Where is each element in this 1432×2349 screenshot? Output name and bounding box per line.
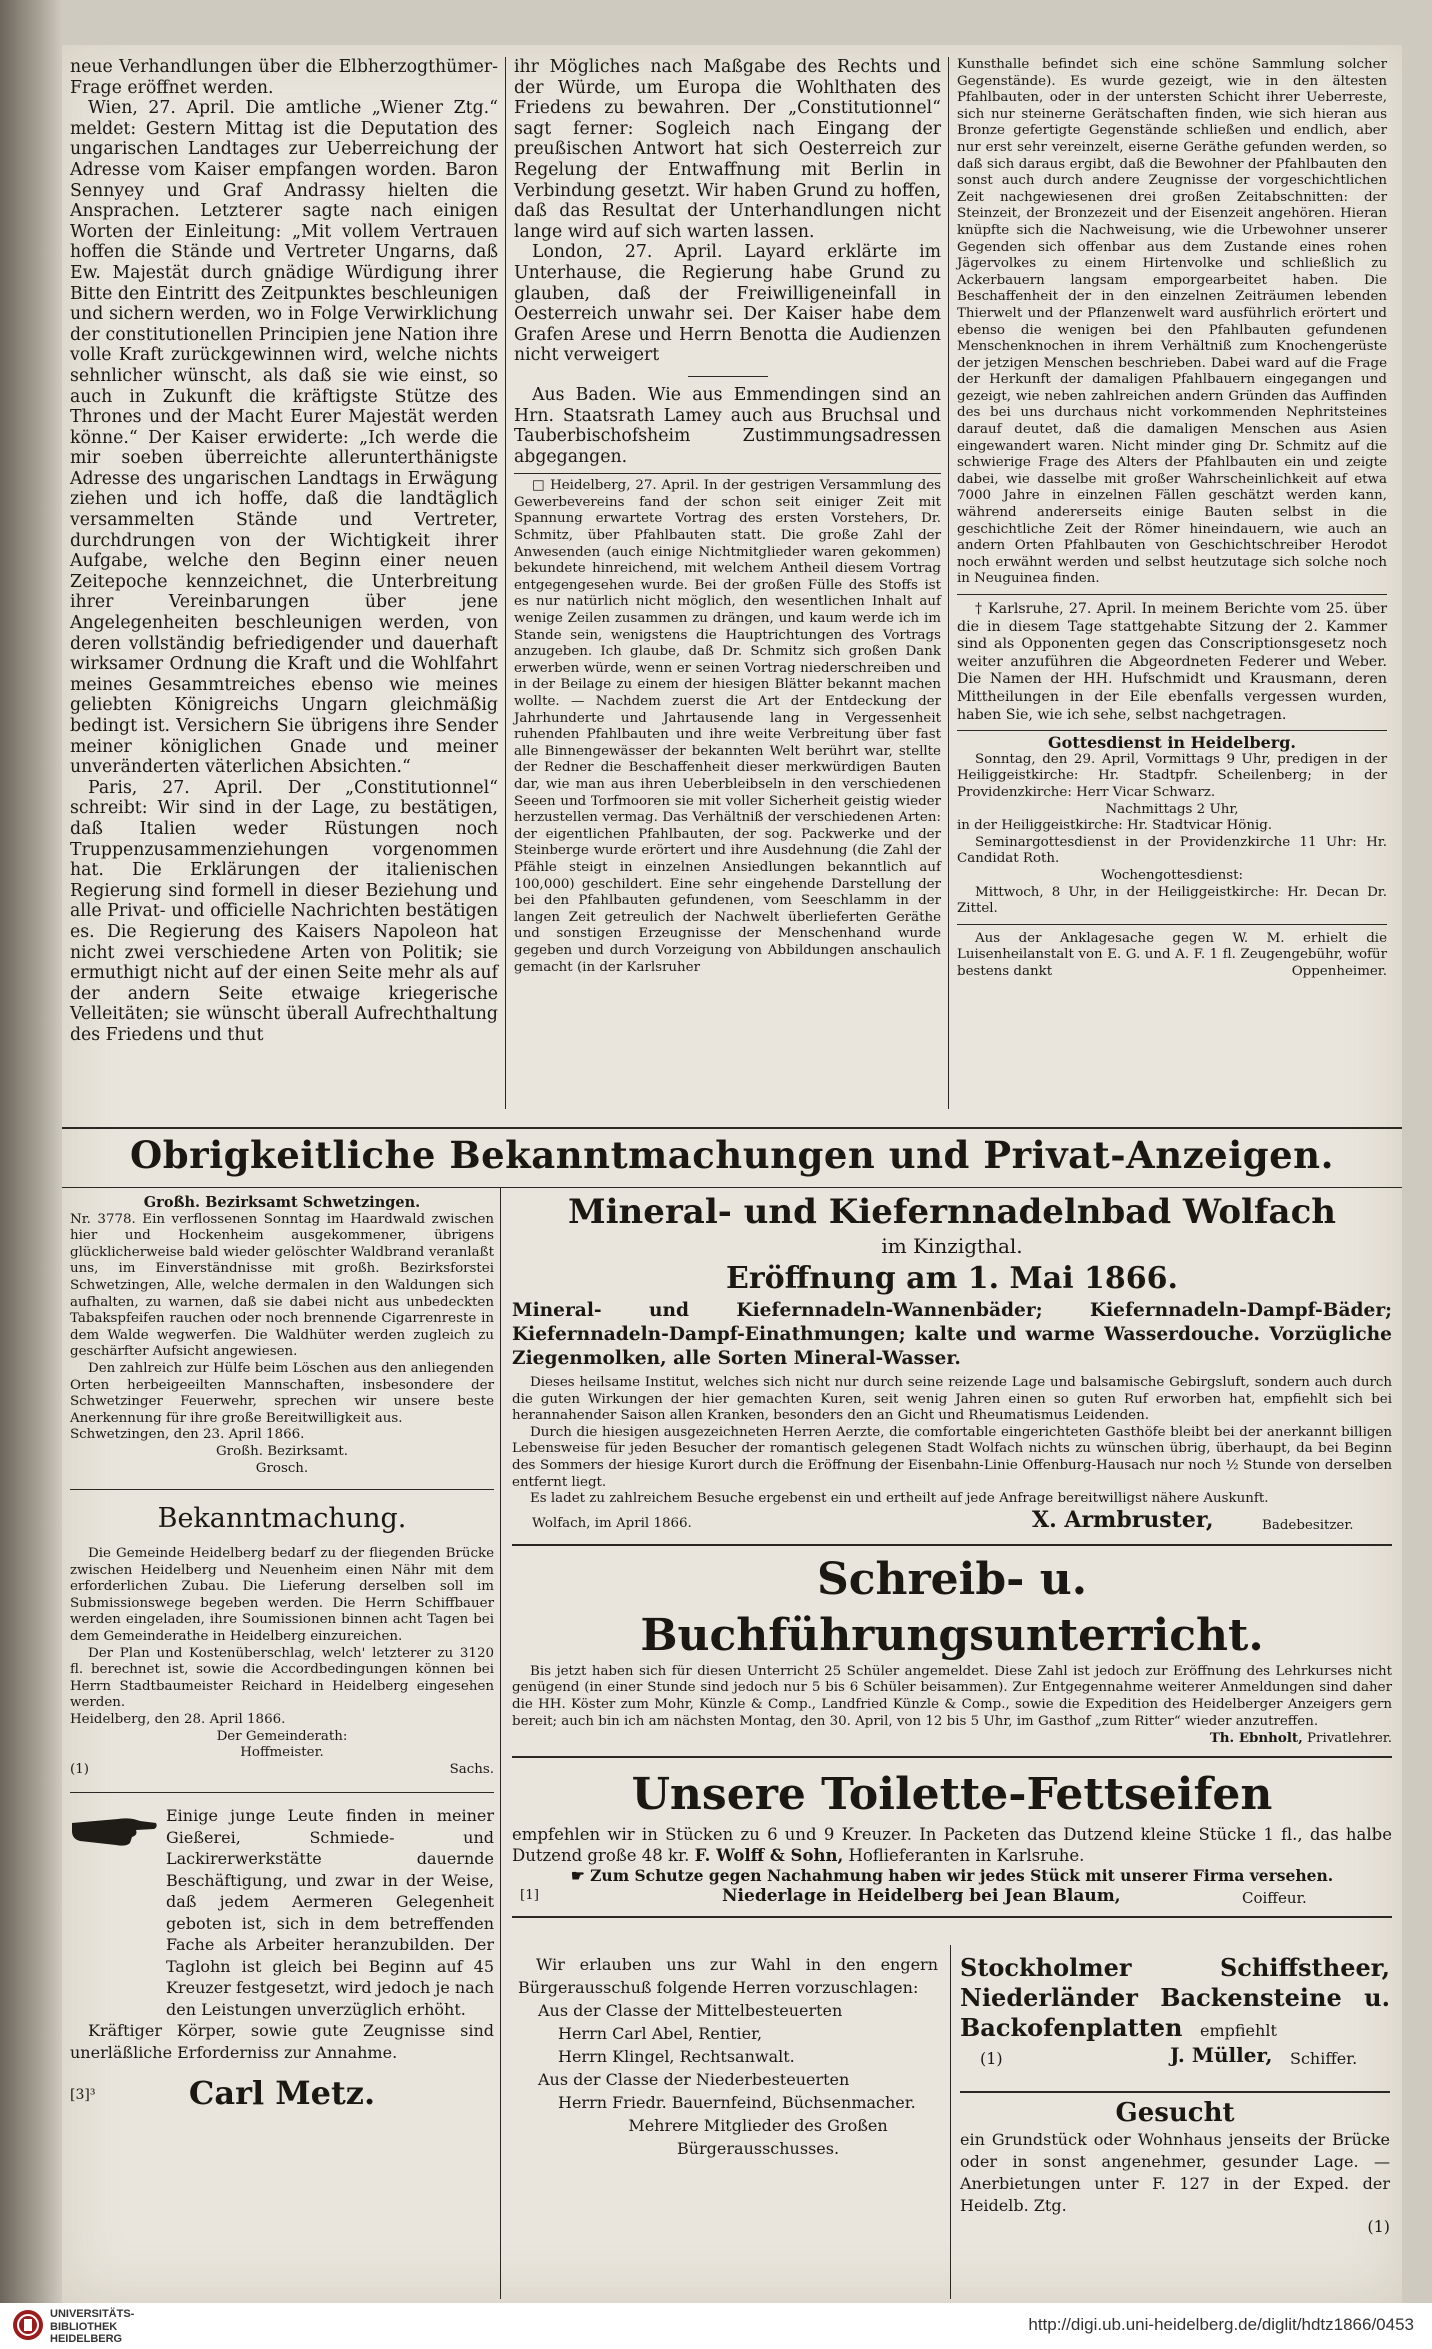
ad-text: Niederlage in Heidelberg bei Jean Blaum, <box>722 1885 1121 1906</box>
ad-signature: X. Armbruster, <box>1032 1506 1214 1533</box>
divider <box>512 1756 1392 1758</box>
ad-text: Die Gemeinde Heidelberg bedarf zu der fliegenden Brücke zwischen Heidelberg und Neuenheim einen Nähr mit dem erforderlichen Zubau. Die Lieferung derselben soll im Submissionswege begeben werden. Die Herrn Schiffbauer werden eingeladen, ihre Soumissionen binnen acht Tagen bei dem Gemeinderathe in Heidelberg einzureichen. <box>70 1546 494 1645</box>
paragraph-baden: Aus Baden. Wie aus Emmendingen sind an Hrn. Staatsrath Lamey auch aus Bruchsal und Tauberbischofsheim Zustimmungsadressen abgegangen. <box>514 384 941 467</box>
ad-firm: F. Wolff & Sohn, <box>694 1845 844 1865</box>
ad-text: Wir erlauben uns zur Wahl in den engern Bürgerausschuß folgende Herren vorzuschlagen: <box>518 1955 938 1997</box>
ad-text: Bis jetzt haben sich für diesen Unterricht 25 Schüler angemeldet. Diese Zahl ist jedoch zur Eröffnung des Lehrkurses nicht genügend (in einer Stunde sind jedoch nur 5 bis 6 Schüler beisammen). Zur Entgegennahme weiterer Anmeldungen sind daher die HH. Köster zum Mohr, Künzle & Comp., Landfried Künzle & Comp., sowie die Expedition des Heidelberger Anzeigers gern bereit; auch bin ich am nächsten Montag, den 30. April, von 12 bis 5 Uhr, im Gasthof „zum Ritter“ wieder anzutreffen. <box>512 1663 1392 1729</box>
ad-warning: ☛ Zum Schutze gegen Nachahmung haben wir jedes Stück mit unserer Firma versehen. <box>570 1865 1334 1885</box>
ad-number: (1) <box>980 2049 1003 2068</box>
paragraph: Kunsthalle befindet sich eine schöne Sammlung solcher Gegenstände). Es wurde gezeigt, wie in den ältesten Pfahlbauten, oder in der untersten Schicht ihrer Ueberreste, sich nur steinerne Gerätschaften finden, wie sich hieran aus Bronze gefertigte Gegenstände schließen und endlich, aber nur erst sehr vereinzelt, eiserne Geräthe gefunden werden, so daß sich daraus ergibt, daß die Bewohner der Pfahlbauten den sonst auch durch andere Zeugnisse der vorgeschichtlichen Zeit nachgewiesenen drei großen Zeitabschnitten: der Steinzeit, der Bronzezeit und der Eisenzeit angehören. Hieran knüpfte sich die Nachweisung, wie die Urbewohner unserer Gegenden sich offenbar aus dem Zustande eines rohen Jägervolkes zu einem Hirtenvolke und schließlich zu Ackerbauern langsam emporgearbeitet haben. Die Beschaffenheit der in den einzelnen Zeiträumen lebenden Thierwelt und der Pflanzenwelt ward ausführlich erörtert und ebenso die wenigen bei den Pfahlbauten gefundenen Menschenknochen in ihrem Verhältniß zum Knochengerüste der jetzigen Menschen beschrieben. Dabei ward auf die Frage der Herkunft der damaligen Pfahlbauern eingegangen und gezeigt, wie neben zahlreichen andern Gründen das Auffinden des bei uns durchaus nicht vorkommenden Nephritsteines darauf deutet, daß die damaligen Menschen aus Asien eingewandert waren. Nicht minder ging Dr. Schmitz auf die schwierige Frage des Alters der Pfahlbauten ein und zeigte dabei, wie dasselbe mit großer Wahrscheinlichkeit auf etwa 7000 Jahre in einzelnen Fällen geschätzt werden kann, während andererseits einige Bauten selbst in die geschichtliche Zeit der Römer hineindauern, wie auch an andern Orten Pfahlbauten von Geschichtschreiber Herodot noch erwähnt werden und selbst heutzutage sich solche noch in Neuguinea finden. <box>957 57 1387 587</box>
paragraph-london: London, 27. April. Layard erklärte im Unterhause, die Regierung habe Grund zu glauben, daß der Freiwilligeneinfall in Oesterreich unwahr sei. Der Kaiser habe dem Grafen Arese und Herrn Benotta die Audienzen nicht verweigert <box>514 242 941 366</box>
ad-text: Herrn Klingel, Rechtsanwalt. <box>558 2047 795 2066</box>
footer-bar <box>0 2303 1432 2349</box>
gottesdienst-text: Seminargottesdienst in der Providenzkirche 11 Uhr: Hr. Candidat Roth. <box>957 834 1387 867</box>
ad-text: Großh. Bezirksamt. <box>215 1443 349 1459</box>
ad-text: Aus der Classe der Niederbesteuerten <box>538 2070 850 2089</box>
ad-text: Mineral- und Kiefernnadeln-Wannenbäder; Kiefernnadeln-Dampf-Bäder; Kiefernnadeln-Dampf-Einathmungen; kalte und warme Wasserdouche. Vorzügliche Ziegenmolken, alle Sorten Mineral-Wasser. <box>512 1300 1392 1369</box>
ad-text: Der Plan und Kostenüberschlag, welch' letzterer zu 3120 fl. berechnet ist, sowie die Accordbedingungen können bei Herrn Stadtbaumeister Reichard in Heidelberg eingesehen werden. <box>70 1645 494 1711</box>
ad-signature-line <box>512 1730 1392 1748</box>
column-rule <box>505 57 506 1109</box>
ad-text: Es ladet zu zahlreichem Besuche ergebenst ein und ertheilt auf jede Anfrage bereitwilligst nähere Auskunft. <box>530 1491 1269 1507</box>
ad-text: Grosch. <box>255 1460 309 1476</box>
buergerausschuss-ad <box>518 1953 938 2160</box>
paragraph: ihr Mögliches nach Maßgabe des Rechts und der Würde, um Europa die Wohlthaten des Friedens zu bewahren. Der „Constitutionnel“ sagt ferner: Sogleich nach Eingang der preußischen Antwort hat sich Oesterreich zur Regelung der Entwaffnung mit Berlin in Verbindung gesetzt. Wir haben Grund zu hoffen, daß das Resultat der Unterhandlungen nicht lange wird auf sich warten lassen. <box>514 57 941 242</box>
dank-notice <box>957 931 1387 981</box>
column-1 <box>70 57 498 1046</box>
logo-line: BIBLIOTHEK <box>50 2320 118 2333</box>
ad-text: Dieses heilsame Institut, welches sich nicht nur durch seine reizende Lage und balsamische Gebirgsluft, sondern auch durch die guten Wirkungen der hier gemachten Kuren, seit wenig Jahren einen so guten Ruf erworben hat, empfiehlt sich bei herannahender Saison allen Kranken, besonders den an Gicht und Rheumatismus Leidenden. <box>512 1375 1392 1424</box>
ad-title: Stockholmer Schiffstheer, Niederländer Backensteine u. Backofenplatten <box>960 1953 1390 2042</box>
logo-line: HEIDELBERG <box>50 2333 123 2345</box>
divider <box>514 473 941 474</box>
dank-signature: Oppenheimer. <box>1291 963 1387 979</box>
ad-date: Wolfach, im April 1866. <box>532 1515 692 1531</box>
ad-title: Gesucht <box>1115 2098 1235 2128</box>
divider <box>957 730 1387 731</box>
ad-text: Heidelberg, den 28. April 1866. <box>70 1712 286 1728</box>
newspaper-page <box>62 45 1402 2303</box>
ad-heading: Großh. Bezirksamt Schwetzingen. <box>143 1194 421 1211</box>
logo-line: UNIVERSITÄTS- <box>50 2308 135 2320</box>
ad-text: Schwetzingen, den 23. April 1866. <box>70 1427 305 1443</box>
left-ads-column <box>70 1195 494 2119</box>
paragraph-paris: Paris, 27. April. Der „Constitutionnel“ schreibt: Wir sind in der Lage, zu bestätigen, daß Italien weder Rüstungen noch Truppenzusammenziehungen vorgenommen hat. Die Erklärungen der italienischen Regierung sind formell in dieser Beziehung und alle Privat- und officielle Nachrichten bestätigen es. Die Regierung des Kaisers Napoleon hat nicht zwei verschiedene Arten von Politik; sie ermuthigt nicht auf der einen Seite mehr als auf der andern Seite etwaige kriegerische Velleitäten; sie wünscht überall Aufrechthaltung des Friedens und thut <box>70 777 498 1045</box>
stockholmer-ad <box>960 1953 1390 2238</box>
library-logo-text <box>50 2308 134 2346</box>
gottesdienst-text: Mittwoch, 8 Uhr, in der Heiliggeistkirche: Hr. Decan Dr. Zittel. <box>957 884 1387 917</box>
ad-text: Den zahlreich zur Hülfe beim Löschen aus den anliegenden Orten herbeigeeilten Mannschaften, insbesondere der Schwetzinger Feuerwehr, sprechen wir unsere beste Anerkennung für ihre große Bereitwilligkeit aus. <box>70 1360 494 1426</box>
ad-signature: Carl Metz. <box>188 2074 376 2113</box>
ad-headline: Eröffnung am 1. Mai 1866. <box>726 1261 1178 1296</box>
divider <box>957 594 1387 595</box>
divider <box>70 1489 494 1490</box>
divider <box>957 924 1387 925</box>
ad-title-wolfach: Mineral- und Kiefernnadelnbad Wolfach <box>567 1192 1337 1232</box>
gottesdienst-text: Wochengottesdienst: <box>1101 867 1243 883</box>
divider <box>62 1187 1402 1188</box>
section-headline: Obrigkeitliche Bekanntmachungen und Privat-Anzeigen. <box>130 1133 1334 1177</box>
divider <box>512 1916 1392 1918</box>
ad-text: Coiffeur. <box>1242 1888 1307 1907</box>
ad-text: Hoflieferanten in Karlsruhe. <box>848 1845 1085 1865</box>
scan-margin <box>0 0 62 2349</box>
gottesdienst-title: Gottesdienst in Heidelberg. <box>1047 733 1296 753</box>
column-3 <box>957 57 1387 980</box>
ad-text: Aus der Classe der Mittelbesteuerten <box>538 2001 843 2020</box>
gottesdienst-text: in der Heiliggeistkirche: Hr. Stadtvicar Hönig. <box>957 818 1273 834</box>
dank-text: Aus der Anklagesache gegen W. M. erhielt die Luisenheilanstalt von E. G. und A. F. 1 fl. Zeugengebühr, wofür bestens dankt <box>957 930 1387 979</box>
university-seal-icon <box>12 2309 44 2341</box>
ad-role: Schiffer. <box>1290 2049 1358 2068</box>
ad-role: Badebesitzer. <box>1262 1517 1354 1533</box>
divider <box>62 1127 1402 1129</box>
ad-heading: Bekanntmachung. <box>157 1503 407 1535</box>
paragraph: neue Verhandlungen über die Elbherzogthümer-Frage eröffnet werden. <box>70 57 498 98</box>
ad-number: [1] <box>520 1887 539 1903</box>
ad-text: Einige junge Leute finden in meiner Gießerei, Schmiede- und Lackirerwerkstätte dauernde Beschäftigung, und zwar in der Weise, daß jedem Aermeren Gelegenheit geboten ist, sich in dem betreffenden Fache als Arbeiter heranzubilden. Der Taglohn ist gleich bei Beginn auf 45 Kreuzer festgesetzt, wird jedoch je nach den Leistungen unverzüglich erhöht. <box>166 1806 494 2019</box>
ad-text: empfehlen wir in Stücken zu 6 und 9 Kreuzer. In Packeten das Dutzend kleine Stücke 1 fl., das halbe Dutzend große 48 kr. <box>512 1824 1392 1865</box>
ad-subtitle: im Kinzigthal. <box>881 1234 1023 1258</box>
ad-title-seifen: Unsere Toilette-Fettseifen <box>631 1768 1273 1820</box>
ad-text: Der Gemeinderath: <box>216 1728 348 1744</box>
ad-title-schreib: Schreib- u. Buchführungsunterricht. <box>640 1553 1264 1661</box>
divider <box>512 1544 1392 1546</box>
ad-text: Durch die hiesigen ausgezeichneten Herren Aerzte, die comfortable eingerichteten Gasthöfe bleibt bei der anerkannt billigen Lebensweise für jeden Besucher der romantisch gelegenen Stadt Wolfach nichts zu wünschen übrig, überhaupt, da bei Beginn des Sommers der hiesige Kurort durch die Eröffnung der Eisenbahn-Linie Offenburg-Hausach nur noch ½ Stunde von derselben entfernt liegt. <box>512 1424 1392 1490</box>
gottesdienst-text: Nachmittags 2 Uhr, <box>1105 801 1239 817</box>
ad-text: Nr. 3778. Ein verflossenen Sonntag im Haardwald zwischen hier und Hockenheim ausgekommener, übrigens glücklicherweise bald wieder gelöschter Waldbrand veranlaßt uns, im Einverständnisse mit großh. Bezirksforstei Schwetzingen, Alle, welche dermalen in den Waldungen sich aufhalten, zu warnen, daß sie dabei nicht aus unbedeckten Tabakspfeifen rauchen oder noch brennende Cigarrenreste in dem Walde wegwerfen. Die Waldhüter werden zugleich zu geschärfter Aufsicht angewiesen. <box>70 1211 494 1360</box>
pointing-hand-icon <box>70 1809 158 1849</box>
paragraph-karlsruhe: † Karlsruhe, 27. April. In meinem Berichte vom 25. über die in diesem Tage stattgehabte Sitzung der 2. Kammer sind als Opponenten gegen das Conscriptionsgesetz noch weiter anzuführen die Abgeordneten Federer und Weber. Die Namen der HH. Hufschmidt und Krausmann, deren Mittheilungen in der Eile ebenfalls vergessen wurden, haben Sie, wie ich sehe, selbst nachgetragen. <box>957 601 1387 723</box>
ad-number: (1) <box>1367 2217 1390 2236</box>
ad-number: (1) <box>70 1761 89 1777</box>
divider <box>70 1792 494 1793</box>
ad-number: [3]³ <box>70 2087 96 2104</box>
gottesdienst-text: Sonntag, den 29. April, Vormittags 9 Uhr, predigen in der Heiliggeistkirche: Hr. Stadtpfr. Scheilenberg; in der Providenzkirche: Herr Vicar Schwarz. <box>957 751 1387 800</box>
paragraph-heidelberg: □ Heidelberg, 27. April. In der gestrigen Versammlung des Gewerbevereins fand der schon seit einiger Zeit mit Spannung erwartete Vortrag des ersten Vorstehers, Dr. Schmitz, über Pfahlbauten statt. Die große Zahl der Anwesenden (auch einige Nichtmitglieder waren gekommen) bekundete hinreichend, mit welchem Antheil diesem Vortrag entgegengesehen wurde. Bei der großen Fülle des Stoffs ist es nur natürlich nicht möglich, den wesentlichen Inhalt auf wenige Zeilen zusammen zu drängen, und kaum werde ich im Stande sein, wenigstens die Hauptrichtungen des Vortrags anzugeben. Ich glaube, daß Dr. Schmitz sich großen Dank erwerben würde, wenn er seinen Vortrag niederschreiben und in der Beilage zu einem der hiesigen Blätter bekannt machen wollte. — Nachdem zuerst die Art der Entdeckung der Jahrhunderte und Jahrtausende lang in Vergessenheit ruhenden Pfahlbauten und ihre weite Verbreitung über fast alle Binnengewässer der bekannten Welt berührt war, stellte der Redner die Beschaffenheit dieser merkwürdigen Bauten dar, wie man aus ihren Ueberbleibseln in den verschiedenen Seeen und Torfmooren sie mit voller Sicherheit geistig wieder herzustellen vermag. Das Verhältniß der verschiedenen Arten: der eigentlichen Pfahlbauten, der sog. Packwerke und der Steinberge wurde erörtert und ihre Ausdehnung (die Zahl der Pfähle steigt in einzelnen Ansiedlungen bekanntlich auf 100,000) geschildert. Eine sehr eingehende Darstellung der bei den Pfahlbauten gefundenen, vom Seeschlamm in der langen Zeit getreulich der Nachwelt überlieferten Geräthe und sonstigen Erzeugnisse der Menschenhand wurde gegeben und durch Vorzeigung von Abbildungen anschaulich gemacht (in der Karlsruher <box>514 478 941 975</box>
ad-text: Herrn Carl Abel, Rentier, <box>558 2024 763 2043</box>
divider <box>688 376 768 377</box>
ad-signature: Mehrere Mitglieder des Großen Bürgerausschusses. <box>628 2116 888 2158</box>
ad-text <box>512 1824 1392 1866</box>
ad-text <box>70 1762 494 1779</box>
ad-signature: J. Müller, <box>1170 2043 1273 2067</box>
right-ads-column <box>512 1191 1392 1918</box>
ad-text: Kräftiger Körper, sowie gute Zeugnisse sind unerläßliche Erforderniss zur Annahme. <box>70 2021 494 2062</box>
ad-text: Herrn Friedr. Bauernfeind, Büchsenmacher. <box>558 2093 916 2112</box>
ad-signature: Th. Ebnholt, <box>1209 1730 1303 1747</box>
divider <box>960 2091 1390 2093</box>
column-rule <box>500 1187 501 2299</box>
ad-role: Privatlehrer. <box>1307 1731 1392 1747</box>
ad-text: Hoffmeister. <box>240 1745 324 1761</box>
source-url-link[interactable]: http://digi.ub.uni-heidelberg.de/diglit/hdtz1866/0453 <box>1028 2315 1414 2334</box>
ad-text: Sachs. <box>449 1761 494 1777</box>
column-rule <box>950 1945 951 2299</box>
column-2 <box>514 57 941 976</box>
column-rule <box>948 57 949 1109</box>
ad-text: ein Grundstück oder Wohnhaus jenseits der Brücke oder in sonst angenehmer, gesunder Lage. — Anerbietungen unter F. 127 in der Exped. der Heidelb. Ztg. <box>960 2130 1390 2215</box>
ad-text: empfiehlt <box>1200 2021 1277 2040</box>
paragraph-wien: Wien, 27. April. Die amtliche „Wiener Ztg.“ meldet: Gestern Mittag ist die Deputation des ungarischen Landtages zur Ueberreichung der Adresse vom Kaiser empfangen worden. Baron Sennyey und Graf Andrassy hielten die Ansprachen. Letzterer sagte nach einigen Worten der Einleitung: „Mit vollem Vertrauen hoffen die Stände und Vertreter Ungarns, daß Ew. Majestät durch gnädige Würdigung ihrer Bitte den Eintritt des Zeitpunktes beschleunigen und sichern werden, wo in Folge Verwirklichung der constitutionellen Principien jene Nation ihre volle Kraft zurückgewinnen wird, welche nichts sehnlicher wünscht, als daß sie wie einst, so auch in Zukunft die kräftigste Stütze des Thrones und der Macht Eurer Majestät werden könne.“ Der Kaiser erwiderte: „Ich werde die mir soeben überreichte allerunterthänigste Adresse des ungarischen Landtags in Erwägung ziehen und ich hoffe, daß die landtäglich versammelten Stände und Vertreter, durchdrungen von der Wichtigkeit ihrer Aufgabe, welche den Beginn einer neuen Zeitepoche kennzeichnet, die Unterbreitung ihrer Vereinbarungen über jene Angelegenheiten beschleunigen werden, von deren vollständig befriedigender und dauerhaft wirksamer Ordnung die Kraft und die Wohlfahrt meines Gesammtreiches ebenso wie meines geliebten Königreichs Ungarn gleichmäßig bedingt ist. Versichern Sie übrigens ihre Sender meiner königlichen Gnade und meiner unveränderten väterlichen Absichten.“ <box>70 98 498 778</box>
